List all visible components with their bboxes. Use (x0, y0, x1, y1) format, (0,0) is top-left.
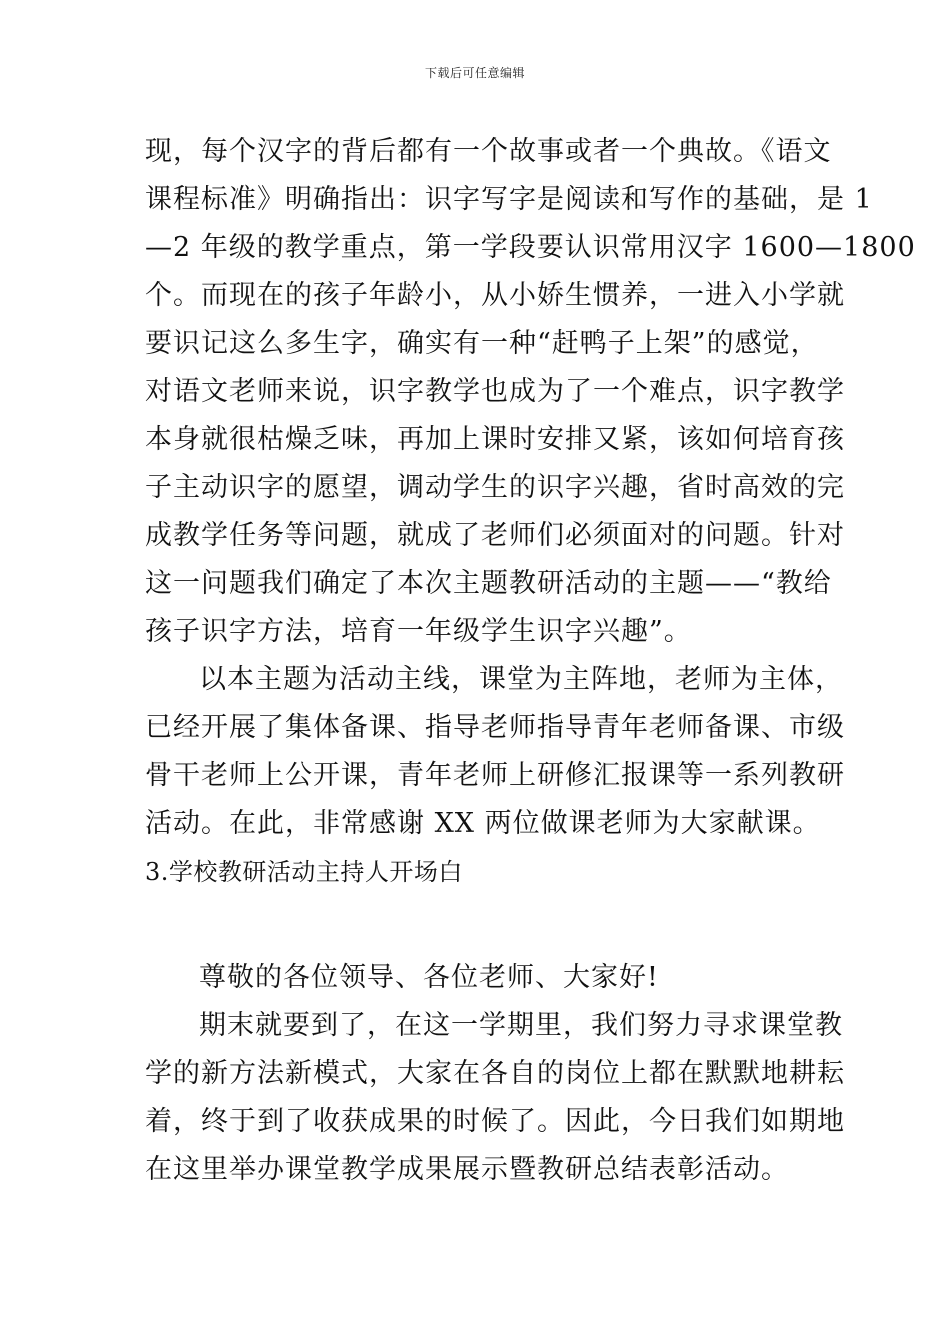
text-line: 在这里举办课堂教学成果展示暨教研总结表彰活动。 (145, 1154, 789, 1185)
text-line: 现，每个汉字的背后都有一个故事或者一个典故。《语文 (145, 136, 832, 167)
text-line: 着，终于到了收获成果的时候了。因此，今日我们如期地 (145, 1106, 845, 1137)
document-body (145, 128, 916, 1194)
section-heading: 3.学校教研活动主持人开场白 (145, 858, 463, 886)
text-line: 期末就要到了，在这一学期里，我们努力寻求课堂教 (199, 1010, 843, 1041)
text-line: 骨干老师上公开课，青年老师上研修汇报课等一系列教研 (145, 760, 845, 791)
text-line: —2 年级的教学重点，第一学段要认识常用汉字 1600—1800 (145, 232, 916, 263)
text-line: 以本主题为活动主线，课堂为主阵地，老师为主体， (199, 664, 843, 695)
text-line: 个。而现在的孩子年龄小，从小娇生惯养，一进入小学就 (145, 280, 845, 311)
text-line: 孩子识字方法，培育一年级学生识字兴趣”。 (145, 616, 692, 647)
text-line: 课程标准》明确指出：识字写字是阅读和写作的基础，是 1 (145, 184, 873, 215)
text-line: 已经开展了集体备课、指导老师指导青年老师备课、市级 (145, 712, 845, 743)
text-line: 子主动识字的愿望，调动学生的识字兴趣，省时高效的完 (145, 472, 845, 503)
text-line: 成教学任务等问题，就成了老师们必须面对的问题。针对 (145, 520, 845, 551)
header-note: 下载后可任意编辑 (424, 66, 525, 80)
greeting: 尊敬的各位领导、各位老师、大家好! (199, 962, 659, 993)
text-line: 活动。在此，非常感谢 XX 两位做课老师为大家献课。 (145, 808, 821, 839)
text-line: 学的新方法新模式，大家在各自的岗位上都在默默地耕耘 (145, 1058, 845, 1089)
text-line: 对语文老师来说，识字教学也成为了一个难点，识字教学 (145, 376, 845, 407)
text-line: 要识记这么多生字，确实有一种“赶鸭子上架”的感觉， (145, 328, 819, 359)
spacer (145, 896, 810, 954)
paragraph-3 (145, 1002, 845, 1194)
text-line: 本身就很枯燥乏味，再加上课时安排又紧，该如何培育孩 (145, 424, 845, 455)
text-line: 这一问题我们确定了本次主题教研活动的主题——“教给 (145, 568, 832, 599)
paragraph-2 (145, 656, 845, 848)
paragraph-1 (145, 128, 916, 656)
